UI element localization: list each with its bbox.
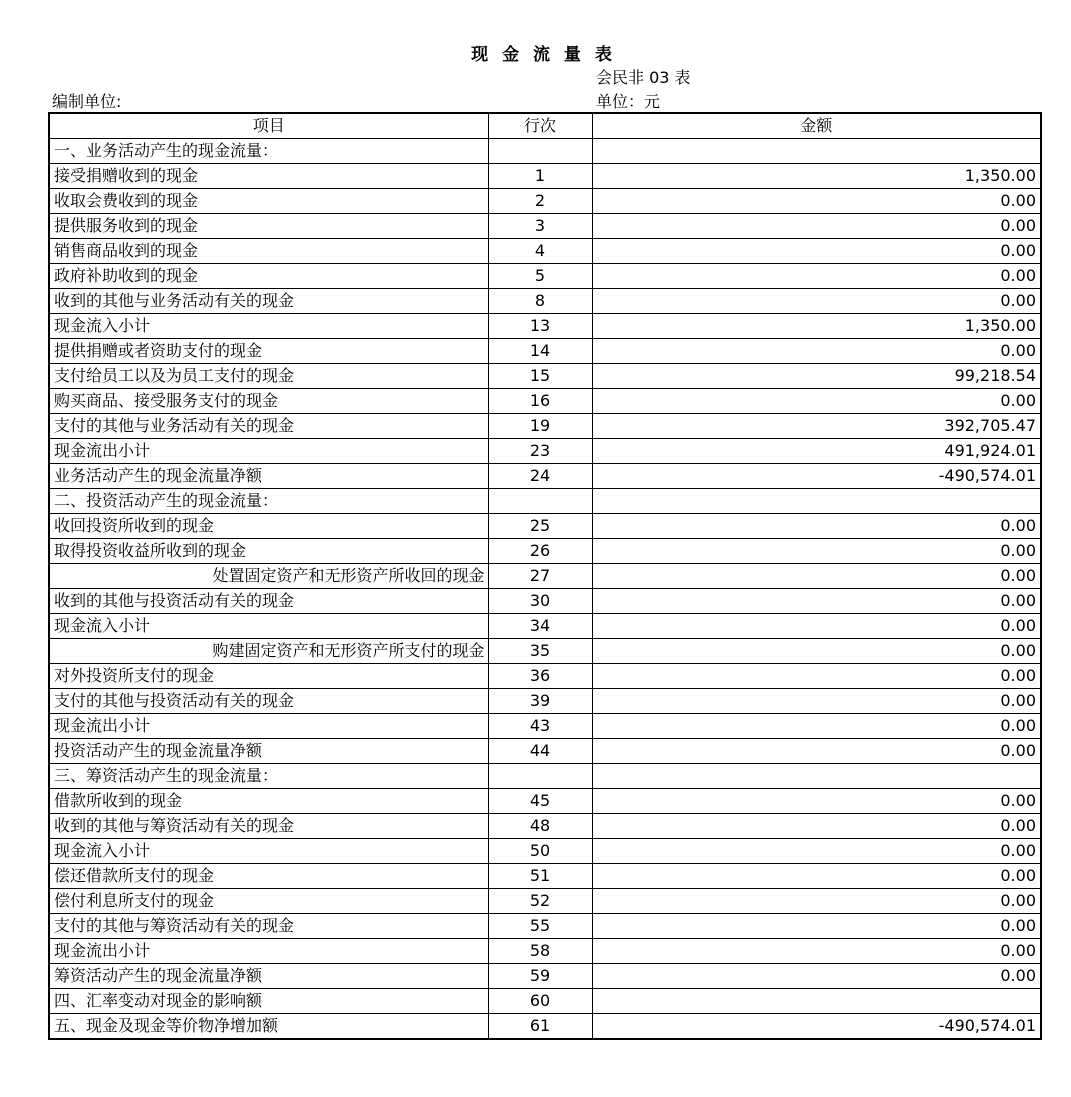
row-item-label: 销售商品收到的现金 (49, 239, 488, 264)
row-line-number: 48 (488, 814, 592, 839)
row-amount: 0.00 (592, 864, 1041, 889)
row-item-label: 筹资活动产生的现金流量净额 (49, 964, 488, 989)
table-row (49, 1014, 1041, 1040)
row-line-number: 43 (488, 714, 592, 739)
row-amount: 0.00 (592, 889, 1041, 914)
row-item-label: 政府补助收到的现金 (49, 264, 488, 289)
row-line-number: 55 (488, 914, 592, 939)
row-amount (592, 989, 1041, 1014)
row-amount: 1,350.00 (592, 314, 1041, 339)
table-row (49, 614, 1041, 639)
row-line-number: 27 (488, 564, 592, 589)
row-item-label: 投资活动产生的现金流量净额 (49, 739, 488, 764)
table-row (49, 239, 1041, 264)
table-body (49, 139, 1041, 1040)
row-item-label: 现金流出小计 (49, 939, 488, 964)
table-row (49, 489, 1041, 514)
table-row (49, 139, 1041, 164)
row-amount: 0.00 (592, 264, 1041, 289)
table-row (49, 539, 1041, 564)
row-amount: 0.00 (592, 289, 1041, 314)
table-row (49, 714, 1041, 739)
row-amount: 0.00 (592, 639, 1041, 664)
row-amount: 0.00 (592, 914, 1041, 939)
row-line-number: 13 (488, 314, 592, 339)
table-row (49, 389, 1041, 414)
row-item-label: 取得投资收益所收到的现金 (49, 539, 488, 564)
table-row (49, 189, 1041, 214)
row-amount (592, 139, 1041, 164)
row-line-number: 3 (488, 214, 592, 239)
row-amount: 0.00 (592, 239, 1041, 264)
row-amount: 0.00 (592, 564, 1041, 589)
row-line-number: 50 (488, 839, 592, 864)
row-item-label: 提供服务收到的现金 (49, 214, 488, 239)
row-line-number: 36 (488, 664, 592, 689)
table-row (49, 639, 1041, 664)
table-row (49, 314, 1041, 339)
row-line-number: 24 (488, 464, 592, 489)
table-row (49, 864, 1041, 889)
row-item-label: 偿还借款所支付的现金 (49, 864, 488, 889)
row-amount: 0.00 (592, 839, 1041, 864)
column-header-amount: 金额 (592, 113, 1041, 139)
table-row (49, 839, 1041, 864)
form-code: 会民非 03 表 (596, 68, 691, 87)
row-line-number: 1 (488, 164, 592, 189)
row-line-number: 19 (488, 414, 592, 439)
row-item-label: 支付的其他与业务活动有关的现金 (49, 414, 488, 439)
row-amount: -490,574.01 (592, 1014, 1041, 1040)
row-item-label: 三、筹资活动产生的现金流量： (49, 764, 488, 789)
row-line-number: 52 (488, 889, 592, 914)
table-row (49, 564, 1041, 589)
row-amount: 0.00 (592, 789, 1041, 814)
row-line-number: 44 (488, 739, 592, 764)
row-line-number: 14 (488, 339, 592, 364)
row-amount (592, 489, 1041, 514)
row-amount: 0.00 (592, 389, 1041, 414)
row-item-label: 四、汇率变动对现金的影响额 (49, 989, 488, 1014)
table-row (49, 364, 1041, 389)
table-row (49, 914, 1041, 939)
row-item-label: 支付的其他与投资活动有关的现金 (49, 689, 488, 714)
report-title: 现 金 流 量 表 (471, 45, 616, 65)
table-row (49, 989, 1041, 1014)
row-line-number: 5 (488, 264, 592, 289)
table-row (49, 164, 1041, 189)
table-row (49, 764, 1041, 789)
table-row (49, 939, 1041, 964)
row-item-label: 收到的其他与业务活动有关的现金 (49, 289, 488, 314)
row-amount: 0.00 (592, 614, 1041, 639)
row-line-number: 39 (488, 689, 592, 714)
table-row (49, 414, 1041, 439)
table-row (49, 589, 1041, 614)
row-item-label: 提供捐赠或者资助支付的现金 (49, 339, 488, 364)
row-line-number: 60 (488, 989, 592, 1014)
table-row (49, 514, 1041, 539)
row-item-label: 收到的其他与投资活动有关的现金 (49, 589, 488, 614)
row-item-label: 现金流出小计 (49, 439, 488, 464)
row-item-label: 现金流入小计 (49, 314, 488, 339)
row-amount: 0.00 (592, 814, 1041, 839)
table-row (49, 214, 1041, 239)
row-amount: 0.00 (592, 539, 1041, 564)
row-item-label: 支付的其他与筹资活动有关的现金 (49, 914, 488, 939)
table-row (49, 439, 1041, 464)
row-item-label: 购建固定资产和无形资产所支付的现金 (49, 639, 488, 664)
row-line-number: 58 (488, 939, 592, 964)
prepared-by-label: 编制单位: (52, 92, 122, 111)
table-row (49, 889, 1041, 914)
row-line-number (488, 139, 592, 164)
table-row (49, 689, 1041, 714)
row-amount: 0.00 (592, 514, 1041, 539)
row-item-label: 处置固定资产和无形资产所收回的现金 (49, 564, 488, 589)
row-line-number: 25 (488, 514, 592, 539)
row-item-label: 五、现金及现金等价物净增加额 (49, 1014, 488, 1040)
row-line-number: 59 (488, 964, 592, 989)
row-amount: -490,574.01 (592, 464, 1041, 489)
row-line-number: 35 (488, 639, 592, 664)
column-header-item: 项目 (49, 113, 488, 139)
row-amount: 0.00 (592, 939, 1041, 964)
row-amount (592, 764, 1041, 789)
row-amount: 0.00 (592, 339, 1041, 364)
row-line-number: 2 (488, 189, 592, 214)
row-amount: 0.00 (592, 714, 1041, 739)
table-row (49, 789, 1041, 814)
row-line-number (488, 764, 592, 789)
row-item-label: 一、业务活动产生的现金流量： (49, 139, 488, 164)
row-line-number: 30 (488, 589, 592, 614)
row-item-label: 收取会费收到的现金 (49, 189, 488, 214)
row-amount: 99,218.54 (592, 364, 1041, 389)
row-item-label: 对外投资所支付的现金 (49, 664, 488, 689)
currency-unit-label: 单位：元 (596, 92, 661, 111)
row-line-number: 51 (488, 864, 592, 889)
table-row (49, 664, 1041, 689)
row-line-number: 15 (488, 364, 592, 389)
row-item-label: 二、投资活动产生的现金流量： (49, 489, 488, 514)
row-line-number: 61 (488, 1014, 592, 1040)
table-row (49, 264, 1041, 289)
row-amount: 392,705.47 (592, 414, 1041, 439)
row-item-label: 购买商品、接受服务支付的现金 (49, 389, 488, 414)
cash-flow-table (48, 112, 1042, 1040)
row-amount: 1,350.00 (592, 164, 1041, 189)
row-item-label: 借款所收到的现金 (49, 789, 488, 814)
table-row (49, 739, 1041, 764)
row-amount: 0.00 (592, 689, 1041, 714)
row-item-label: 现金流入小计 (49, 839, 488, 864)
row-amount: 0.00 (592, 739, 1041, 764)
table-row (49, 464, 1041, 489)
row-line-number: 45 (488, 789, 592, 814)
row-line-number: 34 (488, 614, 592, 639)
row-item-label: 支付给员工以及为员工支付的现金 (49, 364, 488, 389)
row-line-number: 26 (488, 539, 592, 564)
row-line-number: 8 (488, 289, 592, 314)
row-item-label: 业务活动产生的现金流量净额 (49, 464, 488, 489)
row-amount: 0.00 (592, 214, 1041, 239)
row-amount: 0.00 (592, 664, 1041, 689)
row-item-label: 现金流出小计 (49, 714, 488, 739)
row-line-number: 16 (488, 389, 592, 414)
row-line-number: 23 (488, 439, 592, 464)
row-item-label: 现金流入小计 (49, 614, 488, 639)
table-row (49, 339, 1041, 364)
table-row (49, 814, 1041, 839)
table-row (49, 289, 1041, 314)
row-amount: 0.00 (592, 189, 1041, 214)
row-line-number: 4 (488, 239, 592, 264)
row-item-label: 偿付利息所支付的现金 (49, 889, 488, 914)
row-item-label: 收到的其他与筹资活动有关的现金 (49, 814, 488, 839)
row-amount: 491,924.01 (592, 439, 1041, 464)
row-amount: 0.00 (592, 589, 1041, 614)
row-amount: 0.00 (592, 964, 1041, 989)
row-item-label: 收回投资所收到的现金 (49, 514, 488, 539)
row-line-number (488, 489, 592, 514)
row-item-label: 接受捐赠收到的现金 (49, 164, 488, 189)
column-header-line: 行次 (488, 113, 592, 139)
table-row (49, 964, 1041, 989)
table-header-row (49, 113, 1041, 139)
